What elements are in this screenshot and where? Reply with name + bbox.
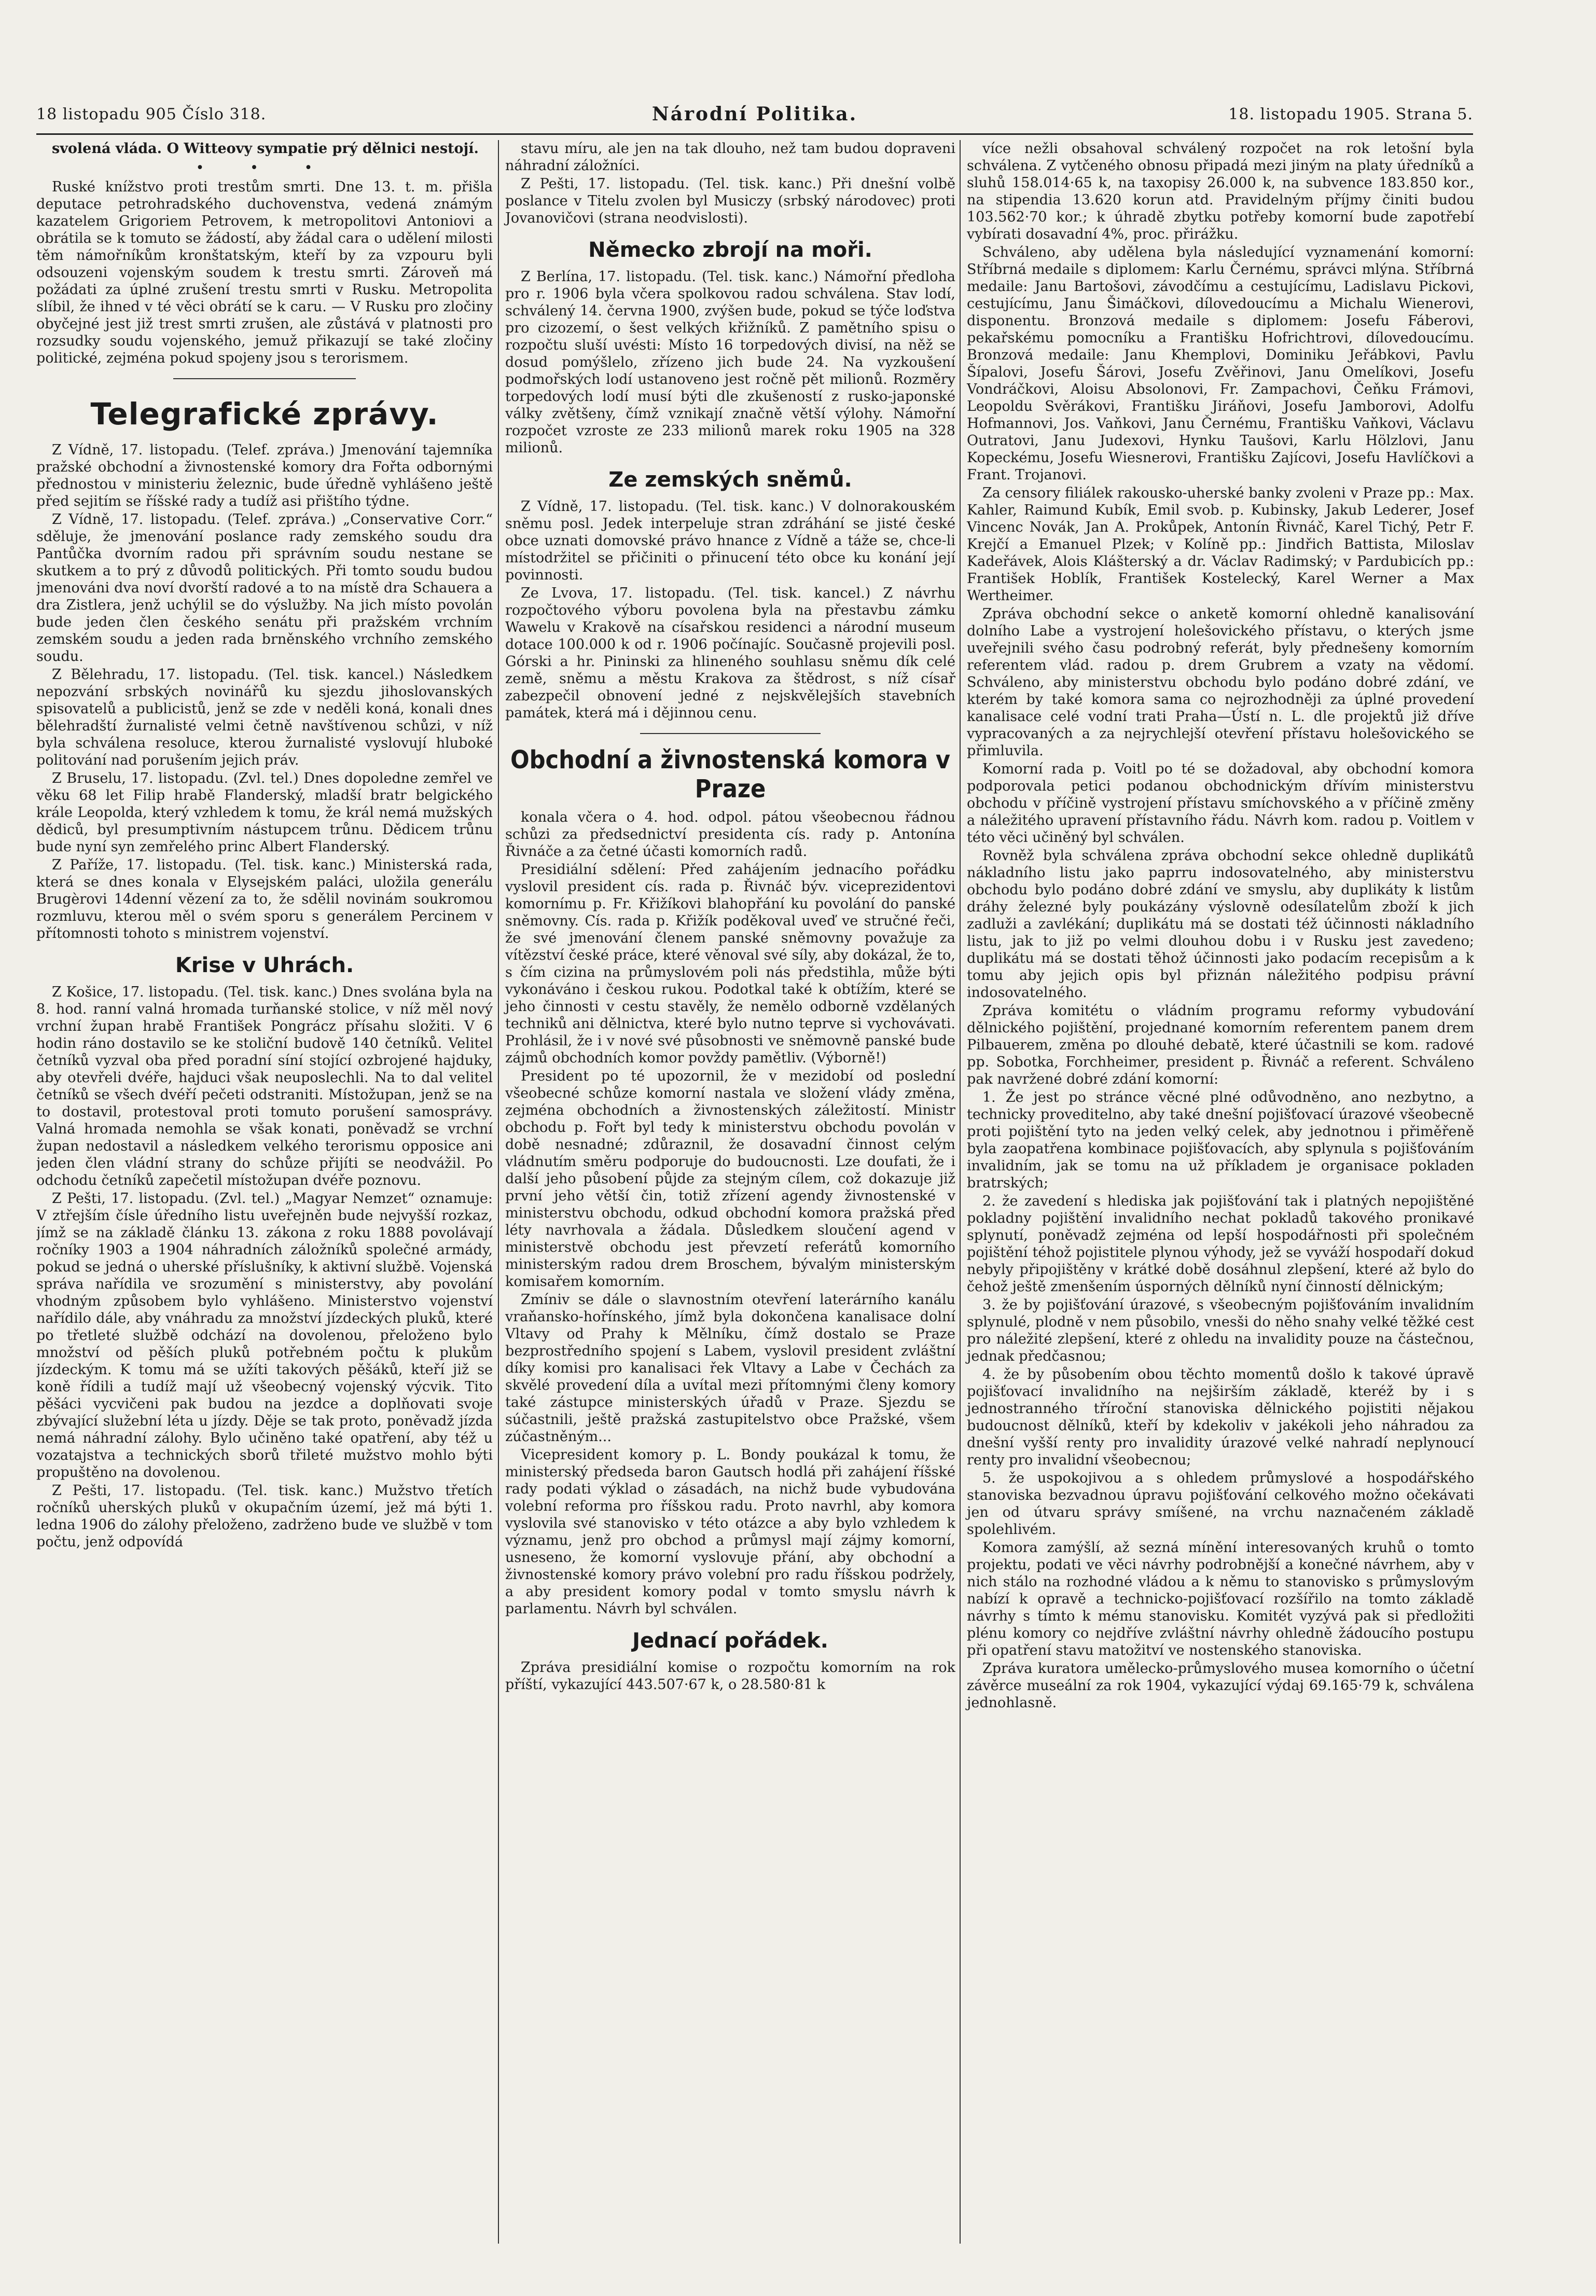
- article-paragraph: Komorní rada p. Voitl po té se dožadoval, aby obchodní komora podporovala petici podanou obchodnickým dřívím ministerstvu obchodu v příčině vystrojení přístavu smíchovského a v příčině změny a náležitého upravení přístavního řádu. Návrh kom. radou p. Voitlem v této věci učiněný byl schválen.: [967, 761, 1474, 846]
- article-paragraph: Z Bělehradu, 17. listopadu. (Tel. tisk. kancel.) Následkem nepozvání srbských novinářů ku sjezdu jihoslovanských spisovatelů a publicistů, jenž se zde v neděli koná, konali dnes bělehradští žurnalisté velmi četně navštívenou schůzi, v níž byla schválena resoluce, kterou žurnalisté vyslovují hluboké politování nad porušením jejich práv.: [36, 667, 493, 768]
- article-paragraph: Rovněž byla schválena zpráva obchodní sekce ohledně duplikátů nákladního listu jako paprru indosovatelného, aby ministerstvu obchodu bylo podáno dobré zdání ve smyslu, aby duplikáty k listům dráhy železné byly poukázány výslovně odesílatelům zboží k jich zadluži a zavlékání; duplikátu má se dostati též účinnosti nákladního listu, jak to již po velmi dlouhou dobu i v Rusku jest zavedeno; duplikátu má se dostati těhož účinnosti jako podacím recepisům a k tomu aby jejich opis byl přiznán náležitého podpisu právní indosovatelného.: [967, 848, 1474, 1001]
- article-paragraph: Z Pešti, 17. listopadu. (Tel. tisk. kanc.) Při dnešní volbě poslance v Titelu zvolen byl Musiczy (srbský národovec) proti Jovanovičovi (strana neodvislosti).: [505, 176, 955, 226]
- article-paragraph: Z Bruselu, 17. listopadu. (Zvl. tel.) Dnes dopoledne zemřel ve věku 68 let Filip hrabě Flanderský, mladší bratr belgického krále Leopolda, který vzhledem k tomu, že král nemá mužských dědiců, byl presumptivním nástupcem trůnu. Dědicem trůnu bude nyní syn zemřelého princ Albert Flanderský.: [36, 770, 493, 855]
- article-paragraph: Presidiální sdělení: Před zahájením jednacího pořádku vyslovil president cís. rada p. Řivnáč býv. viceprezidentovi komornímu p. Fr. Křižíkovi blahopřání ku povolání do panské sněmovny. Cís. rada p. Křižík poděkoval uveď ve stručné řeči, že své jmenování členem panské sněmovny považuje za vítězství české práce, které věnoval své síly, aby dokázal, že to, s čím cizina na průmyslovém poli nás předstihla, může býti vykonáváno i českou rukou. Podotkal také k obtížím, které se jeho činnosti v cestu stavěly, že nemělo odborně vzdělaných techniků ani dělnictva, které bylo nutno teprve si vychovávati. Prohlásil, že i v nové své působnosti ve sněmovně panské bude zájmů obchodních komor povždy pamětliv. (Výborně!): [505, 862, 955, 1066]
- article-paragraph: 4. že by působením obou těchto momentů došlo k takové úpravě pojišťovací invalidního na nejširším základě, kteréž by i s jednostranného tříroční stanoviska dělnického pojistiti nějakou budoucnost dělníků, kteří by kdekoliv v jakékoli jeho náhradou za dnešní vyšší renty pro invalidity úrazové velké nahradí neplynoucí renty pro invalidní všeobecnou;: [967, 1366, 1474, 1468]
- article-paragraph: Vicepresident komory p. L. Bondy poukázal k tomu, že ministerský předseda baron Gautsch hodlá při zahájení říšské rady podati výklad o zásadách, na nichž bude vybudována volební reforma pro říšskou radu. Proto navrhl, aby komora vyslovila své stanovisko v této otázce a aby bylo vzhledem k významu, jenž pro obchod a průmysl mají zájmy komorní, usneseno, že komorní vyslovuje přání, aby obchodní a živnostenské komory právo volební pro radu říšskou podržely, a aby president komory podal v tomto smyslu návrh k parlamentu. Návrh byl schválen.: [505, 1447, 955, 1617]
- section-heading-krise: Krise v Uhrách.: [175, 953, 354, 977]
- article-paragraph: Zpráva presidiální komise o rozpočtu komorním na rok příští, vykazující 443.507·67 k, o 28.580·81 k: [505, 1659, 955, 1693]
- article-paragraph: Zmíniv se dále o slavnostním otevření laterárního kanálu vraňansko-hořínského, jímž byla dokončena kanalisace dolní Vltavy od Prahy k Mělníku, čímž dostalo se Praze bezprostředního spojení s Labem, vyslovil president zvláštní díky komisi pro kanalisaci řek Vltavy a Labe v Čechách za skvělé provedení díla a uvítal mezi přítomnými členy komory také zástupce ministerských úřadů v Praze. Sjezdu se súčastnili, ještě pražská zastupitelstvo obce Pražské, všem zúčastněným...: [505, 1292, 955, 1445]
- newspaper-page: [36, 101, 1473, 2254]
- article-paragraph: Zpráva kuratora umělecko-průmyslového musea komorního o účetní závěrce museální za rok 1904, vykazující výdaj 69.165·79 k, schválena jednohlasně.: [967, 1661, 1474, 1711]
- masthead: [36, 101, 1473, 132]
- article-paragraph: Ze Lvova, 17. listopadu. (Tel. tisk. kancel.) Z návrhu rozpočtového výboru povolena byla na přestavbu zámku Wawelu v Krakově na císařskou residenci a národní museum dotace 100.000 k od r. 1906 počínajíc. Současně projevili posl. Górski a hr. Pininski za hlineného souhlasu sněmu dík celé země, sněmu a městu Krakova za štědrost, s níž císař zabezpečil obnovení jedné z nejskvělejších stavebních památek, která má i dějinnou cenu.: [505, 585, 955, 721]
- article-paragraph: Zpráva komitétu o vládním programu reformy vybudování dělnického pojištění, projednané komorním referentem panem drem Pilbauerem, změna po dlouhé debatě, které účastnili se kom. radové pp. Sobotka, Forchheimer, president p. Řivnáč a referent. Schváleno pak navržené dobré zdání komorní:: [967, 1003, 1474, 1087]
- article-paragraph: svolená vláda. O Witteovy sympatie prý dělnici nestojí.: [52, 141, 479, 157]
- article-paragraph: více nežli obsahoval schválený rozpočet na rok letošní byla schválena. Z vytčeného obnosu připadá mezi jiným na platy úředníků a sluhů 158.014·65 k, na taxopisy 26.000 k, na subvence 183.850 kor., na stipendia 13.620 korun atd. Pravidelným příjmy činiti budou 103.562·70 kor.; k úhradě zbytku potřeby komorní bude zapotřebí vybírati dosavadní 4%, proc. přirážku.: [967, 141, 1474, 242]
- article-paragraph: Z Pešti, 17. listopadu. (Tel. tisk. kanc.) Mužstvo třetích ročníků uherských pluků v okupačním území, jež má býti 1. ledna 1906 do zálohy přeloženo, zadrženo bude ve službě v tom počtu, jenž odpovídá: [36, 1483, 493, 1550]
- masthead-rule: [36, 133, 1473, 135]
- article-paragraph: President po té upozornil, že v mezidobí od poslední všeobecné schůze komorní nastala ve složení vlády změna, zejména obchodních a živnostenských záležitostí. Ministr obchodu p. Fořt byl tedy k ministerstvu obchodu povolán v době nesnadné; zdůraznil, že dosavadní činnost celým vládnutím směru podporuje do budoucnosti. Lze doufati, že i další jeho působení půjde za stejným cílem, což dokazuje již první jeho větší čin, totiž zřízení agendy živnostenské v ministerstvu obchodu, odkud obchodní komora pražská před léty navrhovala a žádala. Důsledkem sloučení agend v ministerstvě obchodu jest převzetí referátů komorního ministerským radou drem Broschem, bývalým ministerským komisařem komorním.: [505, 1068, 955, 1290]
- article-paragraph: 1. Že jest po stránce věcné plné odůvodněno, ano nezbytno, a technicky proveditelno, aby také dnešní pojišťovací úrazové všeobecně proti pojištění tyto na jeden velký celek, aby jednotnou i přiměřeně byla zaopatřena kombinace pojišťovacích, aby splynula s pojišťováním invalidním, jak se tomu na už příkladem je organisace pokladen bratrských;: [967, 1089, 1474, 1191]
- article-paragraph: Z Paříže, 17. listopadu. (Tel. tisk. kanc.) Ministerská rada, která se dnes konala v Elysejském paláci, uložila generálu Brugèrovi 14denní vězení za to, že sdělil novinám soukromou rozmluvu, kterou měl o svém sporu s generálem Percinem v přítomnosti tohoto s ministrem vojenství.: [36, 857, 493, 942]
- divider: [640, 733, 820, 734]
- masthead-right: 18. listopadu 1905. Strana 5.: [1228, 105, 1473, 123]
- article-paragraph: konala včera o 4. hod. odpol. pátou všeobecnou řádnou schůzi za předsednictví presidenta cís. rady p. Antonína Řivnáče a za četné účasti komorních radů.: [505, 809, 955, 860]
- section-heading-komora: Obchodní a živnostenská komora v Praze: [510, 745, 951, 804]
- masthead-left: 18 listopadu 905 Číslo 318.: [36, 105, 267, 123]
- article-paragraph: 2. že zavedení s hlediska jak pojišťování tak i platných nepojištěné pokladny pojištění invalidního nechat pokladů takového pronikavé splynutí, poněvadž zejména od lepší hospodářnosti při společném pojištění téhož pojistitele plynou výhody, jež se vyváží hospodaří dokud nebyly připojištěny v krátké době dosáhnul zlepšení, které až bylo do čehož ještě zmenšením úsporných dělníků nyní činností dělnickým;: [967, 1193, 1474, 1295]
- article-paragraph: Zpráva obchodní sekce o anketě komorní ohledně kanalisování dolního Labe a vystrojení holešovického přístavu, o kterých jsme uveřejnili svého času podrobný referát, byly přednešeny komorním referentem vlád. radou p. drem Grubrem a vzaty na vědomí. Schváleno, aby ministerstvu obchodu bylo podáno dobré zdání, ve kterém by také komora sama co nejrozhodněji za úplné provedení kanalisace celé vodní trati Praha—Ústí n. L. dle projektů již dříve vypracovaných a za nejrychlejší otevření přístavu holešovického se přimluvila.: [967, 606, 1474, 759]
- column-2: [498, 140, 955, 2244]
- column-1: [36, 140, 493, 2244]
- divider: [173, 378, 356, 379]
- article-paragraph: stavu míru, ale jen na tak dlouho, než tam budou dopraveni náhradní záložníci.: [505, 141, 955, 174]
- article-paragraph: Z Vídně, 17. listopadu. (Tel. tisk. kanc.) V dolnorakouském sněmu posl. Jedek interpeluje stran zdráhání se jisté české obce uznati domovské právo hnance z Vídně a táže se, chce-li místodržitel se přičiniti o přinucení této obce ku konání její povinnosti.: [505, 499, 955, 583]
- article-paragraph: Z Vídně, 17. listopadu. (Telef. zpráva.) Jmenování tajemníka pražské obchodní a živnostenské komory dra Fořta odbornými přednostou v ministeriu železnic, bude úředně vyhlášeno ještě před sejitím se říšské rady a tudíž asi přištího týdne.: [36, 442, 493, 509]
- section-heading-telegraph: Telegrafické zprávy.: [90, 396, 439, 432]
- article-paragraph: Z Košice, 17. listopadu. (Tel. tisk. kanc.) Dnes svolána byla na 8. hod. ranní valná hromada turňanské stolice, v níž měl nový vrchní župan hrabě František Pongrácz přísahu složiti. V 6 hodin ráno dostavilo se ke stoliční budově 140 četníků. Velitel četníků vyzval oba před poradní síní stojící ozbrojené hajduky, aby otevřeli dvéře, hajduci však neuposlechli. Na to dal velitel četníků se všech dvéří pečeti odstraniti. Místožupan, jenž se na to dostavil, protestoval proti tomuto porušení samosprávy. Valná hromada nemohla se však konati, poněvadž se vrchní župan nedostavil a následkem velkého terorismu opposice ani jeden člen vládní strany do schůze přijíti se neodvážil. Po odchodu četníků zapečetil místožupan dvéře poznovu.: [36, 984, 493, 1188]
- newspaper-title: Národní Politika.: [651, 103, 858, 125]
- column-3: [960, 140, 1474, 2244]
- article-paragraph: Schváleno, aby udělena byla následující vyznamenání komorní: Stříbrná medaile s diplomem: Karlu Černému, správci mlýna. Stříbrná medaile: Janu Bartošovi, závodčímu a cestujícímu, Ladislavu Pickovi, cestujícímu, Janu Šimáčkovi, dílovedoucímu a Michalu Wienerovi, disponentu. Bronzová medaile s diplomem: Josefu Fáberovi, pekařskému pomocníku a Františku Hofrichtrovi, dílovedoucímu. Bronzová medaile: Janu Khemplovi, Dominiku Jeřábkovi, Pavlu Šípalovi, Josefu Šárovi, Josefu Zvěřinovi, Janu Omelíkovi, Josefu Vondráčkovi, Aloisu Absolonovi, Fr. Zampachovi, Čeňku Frámovi, Leopoldu Svěrákovi, Františku Jiráňovi, Josefu Jamborovi, Adolfu Hofmannovi, Jos. Vaňkovi, Janu Černému, Františku Vaňkovi, Václavu Outratovi, Janu Judexovi, Hynku Taušovi, Karlu Hölzlovi, Janu Kopeckému, Josefu Wiesnerovi, Františku Zajícovi, Josefu Havlíčkovi a Frant. Trojanovi.: [967, 244, 1474, 483]
- article-paragraph: Z Berlína, 17. listopadu. (Tel. tisk. kanc.) Námořní předloha pro r. 1906 byla včera spolkovou radou schválena. Stav lodí, schválený 14. června 1900, zvýšen bude, pokud se týče loďstva pro cizozemí, o šest velkých křižníků. Z pamětního spisu o rozpočtu sluší uvésti: Místo 16 torpedových divisí, na něž se dosud pomýšlelo, zřízeno jich bude 24. Na vyzkoušení podmořských lodí ustanoveno jest ročně pět milionů. Rozměry torpedových lodí musí býti dle zkušeností z rusko-japonské války zvětšeny, čímž vznikají značně větší výlohy. Námořní rozpočet vzroste ze 233 milionů marek roku 1905 na 328 milionů.: [505, 269, 955, 456]
- article-paragraph: 3. že by pojišťování úrazové, s všeobecným pojišťováním invalidním splynulé, plodně v nem působilo, vnesši do něho snahy velké těžké cest pro náležité zlepšení, které z ohledu na invalidity pouze na částečnou, jednak předčasnou;: [967, 1297, 1474, 1364]
- section-separator: • • •: [196, 160, 334, 176]
- section-heading-jednaci: Jednací pořádek.: [632, 1629, 828, 1653]
- article-paragraph: Z Pešti, 17. listopadu. (Zvl. tel.) „Magyar Nemzet“ oznamuje: V ztřejším čísle úředního listu uveřejněn bude nejvyšší rozkaz, jímž se na základě článku 13. zákona z roku 1888 povolávají ročníky 1903 a 1904 náhradních záložníků společné armády, pokud se jedná o uherské příslušníky, k aktivní službě. Vojenská správa nařídila ve srozumění s ministerstvy, aby povolání vhodným způsobem bylo vyhlášeno. Ministerstvo vojenství nařídilo dále, aby vnáhradu za množství jízdeckých pluků, které po třetleté službě odchází na dovolenou, přeloženo bylo množství od pěších pluků potřebném počtu k plukům jízdeckým. K tomu má se užíti takových pěšáků, kteří již se koně řídili a tudíž mají už všeobecný vojenský výcvik. Tito pěšáci vycvičeni pak budou na jezdce a doplňovati svoje zbývající služební léta u jízdy. Děje se tak proto, poněvadž jízda nemá náhradní zálohy. Bylo učiněno také opatření, aby též u vozatajstva a technických sborů třileté mužstvo mohlo býti propuštěno na dovolenou.: [36, 1191, 493, 1481]
- section-heading-nemecko: Německo zbrojí na moři.: [588, 238, 872, 262]
- section-heading-snemu: Ze zemských sněmů.: [608, 468, 852, 492]
- article-paragraph: Z Vídně, 17. listopadu. (Telef. zpráva.) „Conservative Corr.“ sděluje, že jmenování poslance rady zemského soudu dra Pantůčka dvorním radou při správním soudu nestane se skutkem a to prý z důvodů politických. Při tomto soudu budou jmenováni dva noví dvorští radové a to na místě dra Schauera a dra Zistlera, jenž uchýlil se do výslužby. Na jich místo povolán bude jeden člen českého senátu při pražském vrchním zemském soudu a jeden rada brněnského vrchního zemského soudu.: [36, 511, 493, 665]
- article-paragraph: Komora zamýšlí, až sezná mínění interesovaných kruhů o tomto projektu, podati ve věci návrhy podrobnější a konečné návrhem, aby v nich stálo na rozhodné vládou a k němu to stanovisko s průmyslovým nabízí k opravě a technicko-pojišťovací rozšířilo na tomto základě návrhy s tímto k mému stanovisku. Komitét vyzývá pak si předložiti plénu komory co nejdříve zvláštní návrhy ohledně žádoucího postupu při opatření stavu matožitví ve nostenského stanoviska.: [967, 1540, 1474, 1658]
- article-paragraph: 5. že uspokojivou a s ohledem průmyslové a hospodářského stanoviska bezvadnou úpravu pojišťování celkového možno očekávati jen od útvaru správy smíšené, na vrchu naznačeném základě spolehlivém.: [967, 1470, 1474, 1538]
- article-paragraph: Ruské knížstvo proti trestům smrti. Dne 13. t. m. přišla deputace petrohradského duchovenstva, vedená známým kazatelem Grigoriem Petrovem, k metropolitovi Antoniovi a obrátila se k tomuto se žádostí, aby žádal cara o udělení milosti těm námořníkům kronštatským, kteří by za vzpouru byli odsouzeni vojenským soudem k trestu smrti. Zároveň má požádati za úplné zrušení trestu smrti v Rusku. Metropolita slíbil, že ihned v té věci obrátí se k caru. — V Rusku pro zločiny obyčejné jest již trest smrti zrušen, ale zůstává v platnosti pro rozsudky soudu vojenského, jemuž přikazují se také zločiny politické, zejména pokud spojeny jsou s terorismem.: [36, 179, 493, 366]
- article-paragraph: Za censory filiálek rakousko-uherské banky zvoleni v Praze pp.: Max. Kahler, Raimund Kubík, Emil svob. p. Kubinsky, Jakub Lederer, Josef Vincenc Novák, Jan A. Prokůpek, Antonín Řivnáč, Karel Tichý, Petr F. Krejčí a Emanuel Plzek; v Kolíně pp.: Jindřich Battista, Miloslav Kadeřávek, Alois Klášterský a dr. Václav Radimský; v Pardubicích pp.: František Hoblík, František Kostelecký, Karel Werner a Max Wertheimer.: [967, 485, 1474, 604]
